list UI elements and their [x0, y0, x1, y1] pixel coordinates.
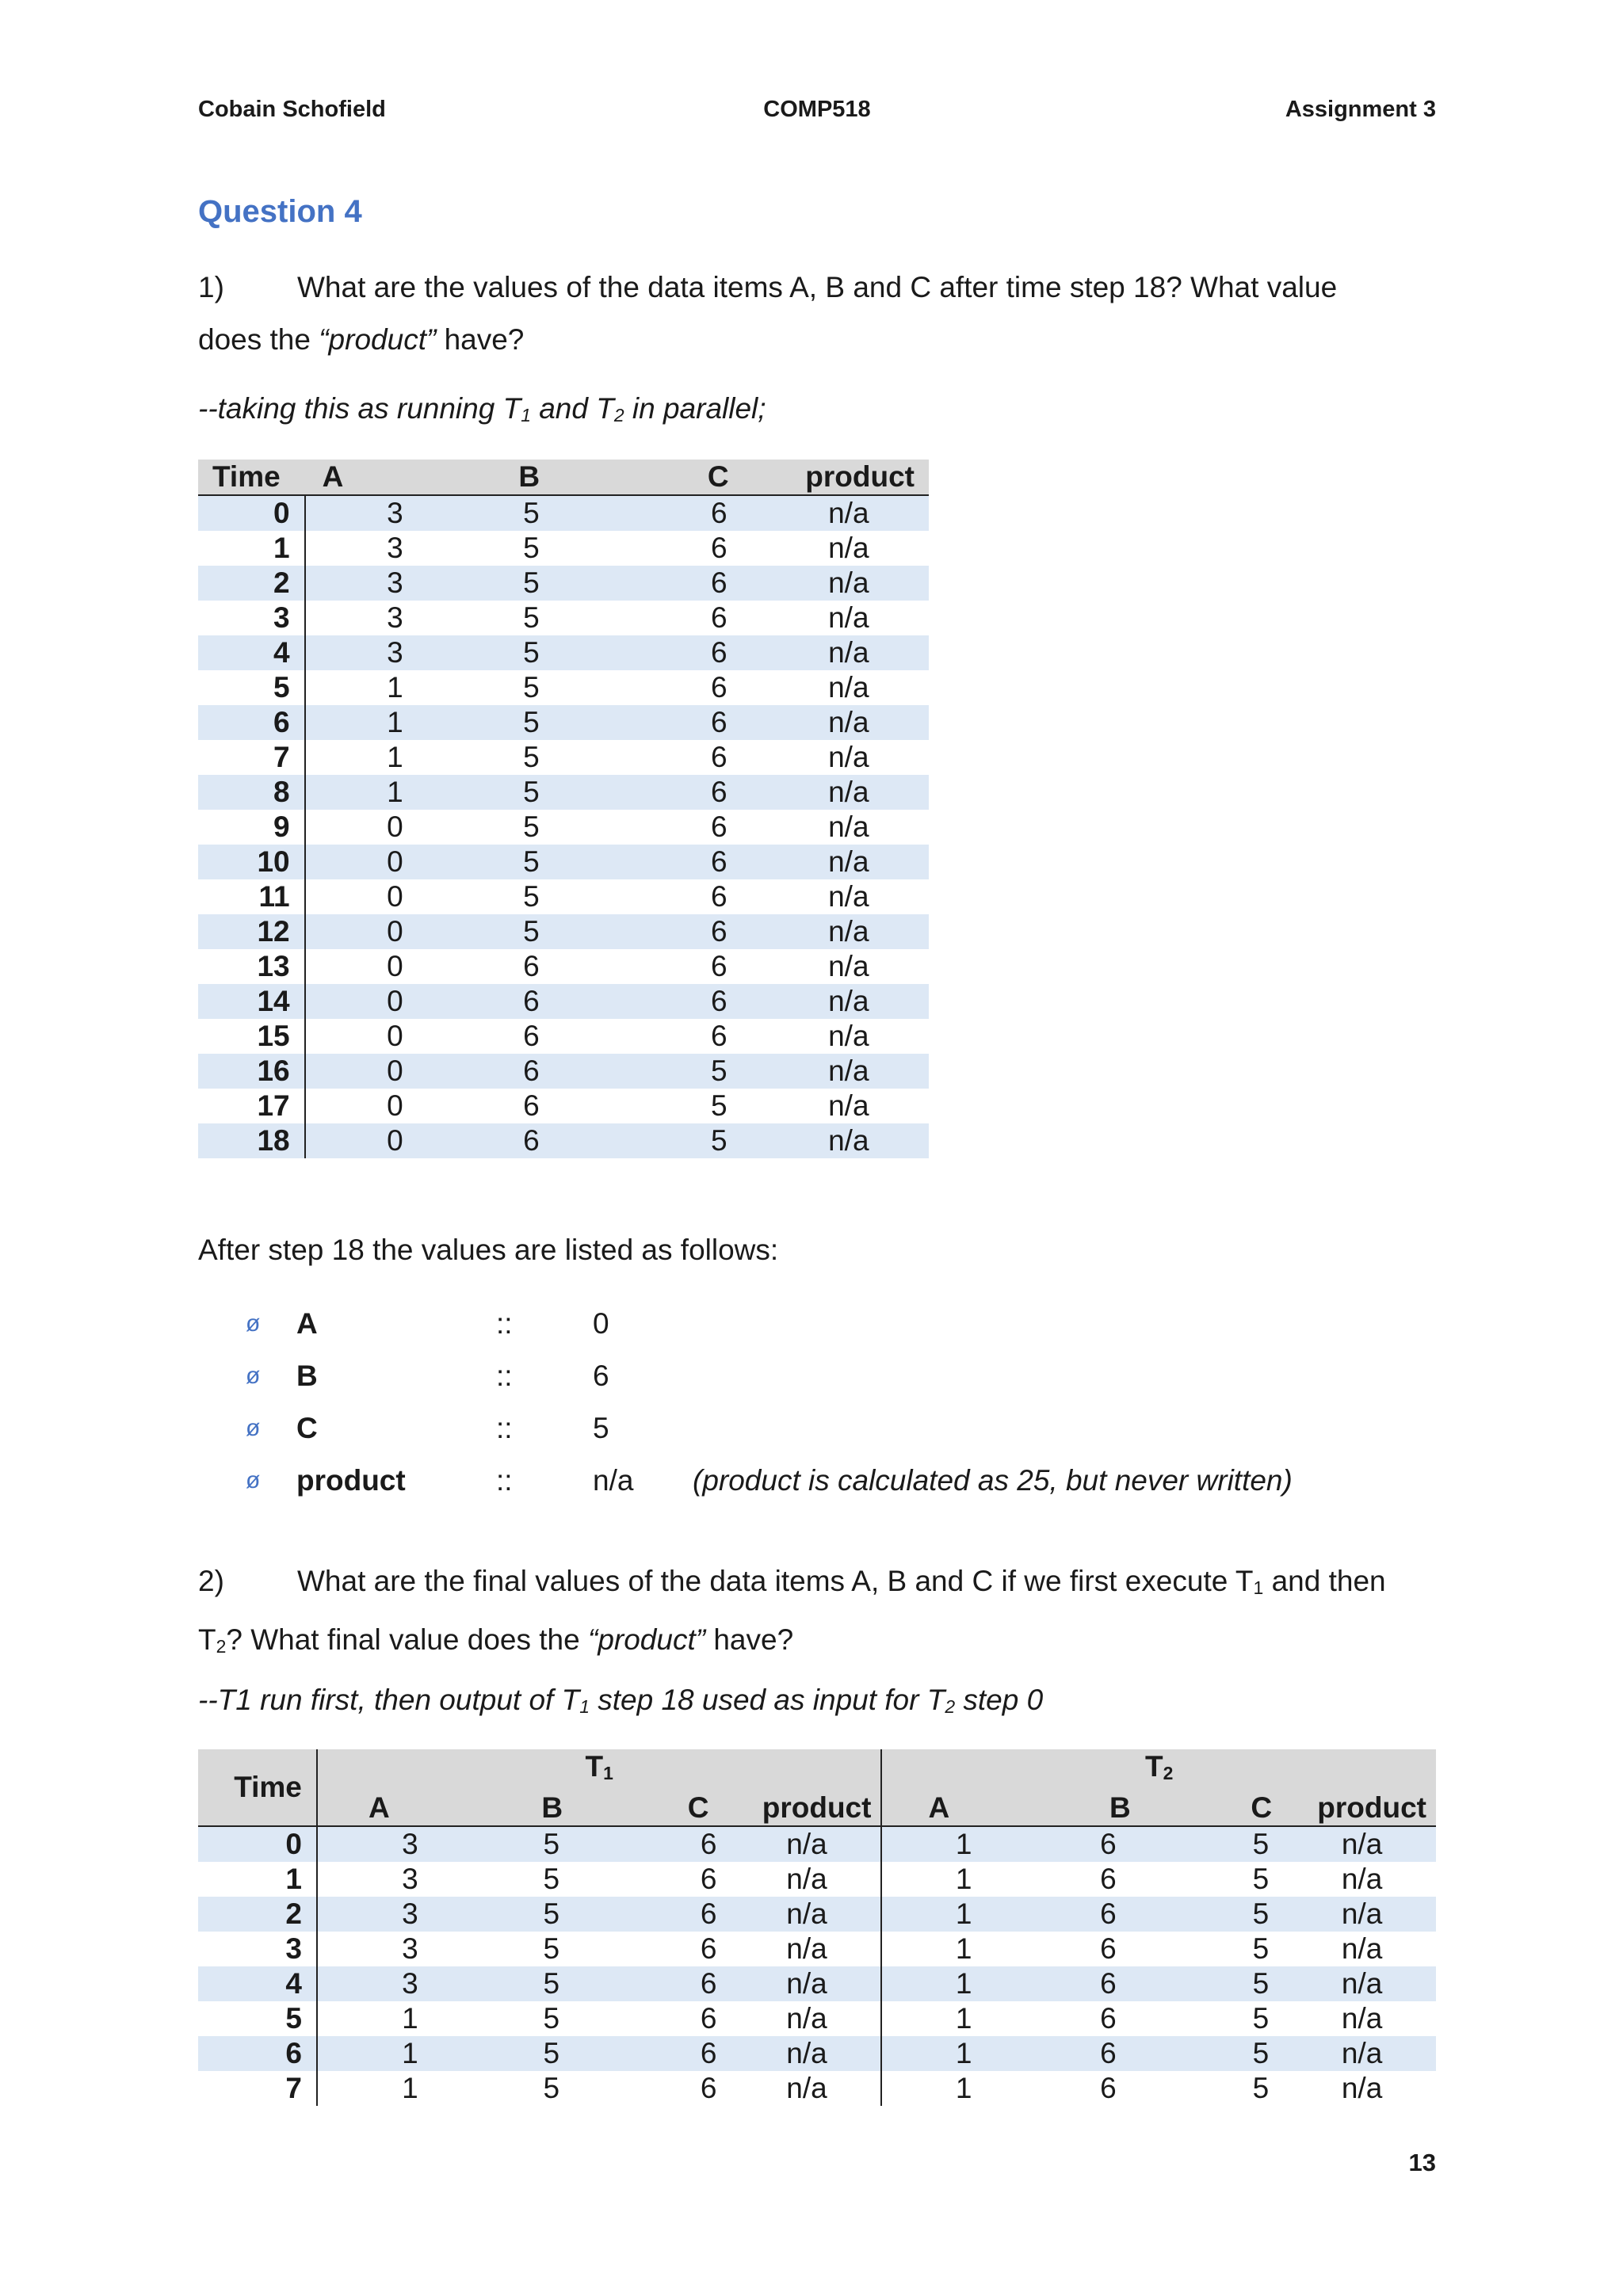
- table2-cell-t2-a: 1: [881, 1826, 995, 1862]
- table1-cell-c: 5: [711, 1089, 727, 1122]
- table2-cell-time: 5: [198, 2001, 317, 2036]
- table1-row: [198, 775, 929, 810]
- table1-cell-c: 6: [711, 810, 727, 843]
- result-label: A: [296, 1307, 318, 1340]
- table1-cell-time: 6: [198, 705, 305, 740]
- table2-cell-t2-b: 6: [995, 1897, 1146, 1932]
- table2-cell-t2-b: 6: [1100, 1932, 1117, 1966]
- question-title: Question 4: [198, 194, 362, 229]
- result-separator: ::: [496, 1412, 513, 1444]
- table2-cell-t1-product: n/a: [733, 2001, 882, 2036]
- table2-cell-t2-c: 5: [1147, 2036, 1288, 2071]
- table1-cell-a: 1: [387, 741, 403, 773]
- table2-cell-t2-product: n/a: [1341, 2002, 1383, 2035]
- table2-cell-t1-c: 6: [586, 1897, 732, 1932]
- table2-cell-t2-c: 5: [1147, 1826, 1288, 1862]
- table1-cell-product: n/a: [769, 566, 929, 601]
- table1-cell-c: 6: [600, 775, 769, 810]
- table2-cell-t2-c: 5: [1252, 2072, 1270, 2105]
- q2-line1-pre: What are the final values of the data items A, B and C if we first execute T: [297, 1565, 1254, 1597]
- table2-subheader-t2-b: B: [995, 1791, 1146, 1826]
- table2-group-t1: [317, 1749, 882, 1791]
- table1-cell-time: 4: [198, 635, 305, 670]
- bullet-icon: ø: [246, 1415, 261, 1441]
- q2-line2-post: have?: [705, 1623, 794, 1657]
- table1-cell-product: n/a: [769, 984, 929, 1019]
- table1-cell-b: 5: [459, 914, 600, 949]
- result-value: n/a: [593, 1464, 634, 1497]
- q1-line2-post: have?: [436, 323, 525, 356]
- table1-row: [198, 566, 929, 601]
- table2-cell-time: 3: [198, 1932, 317, 1966]
- q2-note: [198, 1674, 1436, 1733]
- table1-cell-product: n/a: [828, 671, 869, 704]
- table1-cell-time: 0: [198, 495, 305, 531]
- table1-row: [198, 705, 929, 740]
- table2-cell-t1-product: n/a: [733, 1932, 882, 1966]
- table1-row: [198, 810, 929, 845]
- table1-cell-time: 5: [198, 670, 305, 705]
- q2-line2-sub: 2: [216, 1636, 227, 1657]
- bullet-icon: ø: [246, 1310, 261, 1337]
- table2-cell-t2-a: 1: [955, 2072, 972, 2105]
- table1-cell-product: n/a: [828, 601, 869, 634]
- table2-cell-t2-product: n/a: [1341, 2072, 1383, 2105]
- table2-cell-t1-product: n/a: [733, 1862, 882, 1897]
- table2-group-t1-sub: 1: [603, 1763, 613, 1784]
- table1-row: [198, 949, 929, 984]
- table2-cell-t1-a: 1: [402, 2072, 418, 2105]
- table1-cell-b: 5: [523, 532, 540, 564]
- table1-cell-b: 5: [459, 775, 600, 810]
- table2-cell-time: 7: [198, 2071, 317, 2106]
- table2-cell-t1-c: 6: [700, 1863, 717, 1896]
- table1-cell-a: 3: [305, 495, 459, 531]
- table1-row: [198, 601, 929, 635]
- table1-row: [198, 845, 929, 879]
- table2-cell-t2-a: 1: [881, 2036, 995, 2071]
- table1-cell-time: 13: [198, 949, 305, 984]
- table2-cell-time: 1: [198, 1862, 317, 1897]
- page-header: [198, 97, 1436, 128]
- table2-cell-t1-a: 3: [402, 1932, 418, 1966]
- table1-header-a: A: [305, 460, 459, 495]
- table2-cell-t1-a: 3: [402, 1863, 418, 1896]
- result-separator: ::: [496, 1464, 513, 1497]
- table2-row: [198, 2036, 1436, 2071]
- result-note: (product is calculated as 25, but never written): [693, 1464, 1293, 1497]
- table1-cell-product: n/a: [828, 532, 869, 564]
- table2-row: [198, 2001, 1436, 2036]
- table2-cell-t1-c: 6: [700, 2002, 717, 2035]
- table1-cell-product: n/a: [769, 1123, 929, 1158]
- table1-cell-c: 5: [600, 1123, 769, 1158]
- table1-cell-a: 1: [387, 671, 403, 704]
- table1-cell-time: 17: [198, 1089, 305, 1123]
- table2-cell-t2-b: 6: [995, 1826, 1146, 1862]
- q1-line2-pre: does the: [198, 323, 319, 356]
- table1-cell-b: 6: [523, 1020, 540, 1052]
- table2-cell-time: 6: [198, 2036, 317, 2071]
- table1-cell-c: 6: [600, 635, 769, 670]
- table2-cell-t1-b: 5: [441, 1826, 586, 1862]
- table2-row: [198, 1862, 1436, 1897]
- q2-number: 2): [198, 1565, 224, 1597]
- table1-cell-a: 3: [387, 532, 403, 564]
- table1-cell-c: 6: [711, 880, 727, 913]
- table1-header-b: B: [459, 460, 600, 495]
- table1-cell-b: 5: [459, 495, 600, 531]
- table1-cell-time: 18: [198, 1123, 305, 1158]
- table1-cell-b: 5: [459, 845, 600, 879]
- q1-note: [198, 383, 1436, 441]
- table1-row: [198, 1054, 929, 1089]
- table2-subheader-t2-a: A: [881, 1791, 995, 1826]
- table2-group-t2-label: T: [1145, 1750, 1163, 1783]
- table2-group-t1-label: T: [585, 1750, 604, 1783]
- table1-cell-b: 5: [523, 671, 540, 704]
- table1-cell-a: 0: [387, 950, 403, 982]
- table2-subheader-t2-c: C: [1147, 1791, 1288, 1826]
- table2-row: [198, 2071, 1436, 2106]
- table1-cell-b: 5: [459, 635, 600, 670]
- q2-product-word: “product”: [588, 1623, 706, 1657]
- table2-row: [198, 1897, 1436, 1932]
- table2-cell-t1-c: 6: [586, 2036, 732, 2071]
- table2-cell-t2-c: 5: [1252, 1932, 1270, 1966]
- table1-cell-b: 5: [523, 601, 540, 634]
- q2-note-post: step 0: [955, 1684, 1044, 1716]
- table2-cell-t1-product: n/a: [733, 2036, 882, 2071]
- serial-schedule-table: [198, 1749, 1436, 2106]
- table1-cell-a: 0: [305, 914, 459, 949]
- table1-cell-b: 5: [523, 810, 540, 843]
- table1-cell-time: 1: [198, 531, 305, 566]
- table2-cell-t1-a: 1: [317, 2036, 441, 2071]
- table1-cell-product: n/a: [769, 495, 929, 531]
- table2-subheader-t1-product: product: [733, 1791, 882, 1826]
- table1-cell-time: 9: [198, 810, 305, 845]
- table1-cell-c: 6: [711, 741, 727, 773]
- table1-cell-time: 10: [198, 845, 305, 879]
- table1-cell-b: 6: [459, 1123, 600, 1158]
- table1-cell-b: 6: [523, 1089, 540, 1122]
- table1-cell-a: 3: [305, 566, 459, 601]
- q1-note-sub1: 1: [521, 405, 531, 426]
- q2-line2-pre: T: [198, 1623, 216, 1657]
- table2-row: [198, 1826, 1436, 1862]
- header-author: Cobain Schofield: [198, 97, 386, 122]
- table1-cell-a: 1: [305, 705, 459, 740]
- table2-subheader-row: [198, 1791, 1436, 1826]
- table2-cell-t2-a: 1: [881, 1966, 995, 2001]
- table2-cell-time: 0: [198, 1826, 317, 1862]
- table1-row: [198, 670, 929, 705]
- table1-cell-b: 5: [523, 880, 540, 913]
- table2-cell-t1-b: 5: [543, 1863, 560, 1896]
- table1-cell-c: 6: [711, 532, 727, 564]
- table2-subheader-t2-product: product: [1288, 1791, 1436, 1826]
- table2-cell-t1-product: n/a: [733, 1826, 882, 1862]
- table2-cell-t1-b: 5: [543, 2072, 560, 2105]
- table1-cell-c: 6: [600, 984, 769, 1019]
- result-label: product: [296, 1464, 406, 1497]
- table1-cell-product: n/a: [828, 1089, 869, 1122]
- table1-cell-b: 5: [459, 705, 600, 740]
- table2-cell-t2-a: 1: [955, 2002, 972, 2035]
- table1-cell-c: 6: [711, 1020, 727, 1052]
- table2-cell-t2-b: 6: [1100, 1863, 1117, 1896]
- table1-cell-time: 15: [198, 1019, 305, 1054]
- page-number: 13: [1408, 2149, 1436, 2176]
- table2-subheader-t1-a: A: [317, 1791, 441, 1826]
- table1-cell-product: n/a: [828, 1020, 869, 1052]
- result-value: 6: [593, 1360, 609, 1392]
- table2-cell-t2-c: 5: [1147, 1966, 1288, 2001]
- table2-cell-t1-a: 3: [317, 1897, 441, 1932]
- table2-cell-t2-product: n/a: [1341, 1932, 1383, 1966]
- table2-cell-t1-c: 6: [586, 1826, 732, 1862]
- table2-subheader-t1-b: B: [441, 1791, 586, 1826]
- table1-cell-b: 5: [523, 741, 540, 773]
- table1-cell-a: 0: [305, 984, 459, 1019]
- table1-header-row: [198, 460, 929, 495]
- result-value: 0: [593, 1307, 609, 1340]
- table2-cell-t2-c: 5: [1147, 1897, 1288, 1932]
- table2-row: [198, 1966, 1436, 2001]
- table1-header-product: product: [769, 460, 929, 495]
- header-course: COMP518: [763, 97, 871, 122]
- table1-row: [198, 914, 929, 949]
- table1-cell-a: 0: [387, 880, 403, 913]
- table2-cell-t2-product: n/a: [1288, 1897, 1436, 1932]
- table1-cell-a: 1: [305, 775, 459, 810]
- table2-cell-t2-product: n/a: [1288, 1966, 1436, 2001]
- table2-cell-t1-b: 5: [441, 2036, 586, 2071]
- table2-cell-t1-c: 6: [700, 1932, 717, 1966]
- table1-row: [198, 740, 929, 775]
- q1-note-sub2: 2: [613, 405, 624, 426]
- table2-cell-t2-b: 6: [995, 2036, 1146, 2071]
- table1-header-time: Time: [198, 460, 305, 495]
- table1-cell-c: 6: [600, 566, 769, 601]
- table1-cell-time: 7: [198, 740, 305, 775]
- table1-cell-c: 6: [600, 845, 769, 879]
- table2-cell-time: 4: [198, 1966, 317, 2001]
- table2-cell-t2-a: 1: [955, 1863, 972, 1896]
- table1-cell-c: 6: [711, 601, 727, 634]
- table2-row: [198, 1932, 1436, 1966]
- table1-cell-b: 6: [459, 984, 600, 1019]
- q2-line2-mid: ? What final value does the: [226, 1623, 588, 1657]
- table1-cell-c: 6: [600, 705, 769, 740]
- table1-cell-product: n/a: [769, 635, 929, 670]
- table2-cell-t1-a: 1: [402, 2002, 418, 2035]
- q1-product-word: “product”: [319, 323, 437, 356]
- q1-text: [198, 261, 1436, 366]
- table2-group-t2: [881, 1749, 1436, 1791]
- q1-number: 1): [198, 271, 224, 303]
- table2-cell-t2-b: 6: [1100, 2002, 1117, 2035]
- table2-cell-t1-b: 5: [441, 1966, 586, 2001]
- table1-cell-a: 0: [387, 1089, 403, 1122]
- table2-cell-t2-product: n/a: [1288, 2036, 1436, 2071]
- table1-cell-product: n/a: [769, 775, 929, 810]
- table2-cell-t2-b: 6: [995, 1966, 1146, 2001]
- result-label: B: [296, 1360, 318, 1392]
- table1-row: [198, 531, 929, 566]
- table1-row: [198, 1019, 929, 1054]
- table1-cell-product: n/a: [769, 1054, 929, 1089]
- table2-cell-t2-product: n/a: [1341, 1863, 1383, 1896]
- result-separator: ::: [496, 1360, 513, 1392]
- result-separator: ::: [496, 1307, 513, 1340]
- table2-cell-t2-product: n/a: [1288, 1826, 1436, 1862]
- q1-note-post: in parallel;: [624, 392, 766, 425]
- table2-cell-t2-a: 1: [881, 1897, 995, 1932]
- table2-cell-t2-a: 1: [955, 1932, 972, 1966]
- table2-cell-t1-c: 6: [586, 1966, 732, 2001]
- table1-cell-c: 6: [600, 914, 769, 949]
- table2-cell-t1-a: 3: [317, 1966, 441, 2001]
- q1-note-mid: and T: [530, 392, 614, 425]
- q1-line1: What are the values of the data items A, B and C after time step 18? What value: [297, 271, 1338, 303]
- table1-row: [198, 1123, 929, 1158]
- result-label: C: [296, 1412, 318, 1444]
- table1-cell-a: 0: [387, 810, 403, 843]
- table1-cell-time: 16: [198, 1054, 305, 1089]
- table2-cell-t2-c: 5: [1252, 2002, 1270, 2035]
- bullet-icon: ø: [246, 1363, 261, 1389]
- table1-cell-product: n/a: [828, 950, 869, 982]
- table2-subheader-t1-c: C: [586, 1791, 732, 1826]
- table2-cell-t2-b: 6: [1100, 2072, 1117, 2105]
- table1-cell-a: 3: [387, 601, 403, 634]
- q2-note-sub2: 2: [945, 1696, 956, 1718]
- q2-note-pre: --T1 run first, then output of T: [198, 1684, 580, 1716]
- table1-row: [198, 879, 929, 914]
- q1-note-pre: --taking this as running T: [198, 392, 521, 425]
- table2-cell-t1-product: n/a: [733, 1966, 882, 2001]
- table1-cell-time: 3: [198, 601, 305, 635]
- table2-cell-t1-a: 3: [317, 1826, 441, 1862]
- table1-cell-b: 6: [523, 950, 540, 982]
- header-assignment: Assignment 3: [1285, 97, 1436, 122]
- after-step-text: After step 18 the values are listed as follows:: [198, 1234, 779, 1266]
- table1-row: [198, 1089, 929, 1123]
- table1-cell-a: 0: [305, 1054, 459, 1089]
- table1-row: [198, 495, 929, 531]
- table1-cell-a: 0: [305, 845, 459, 879]
- table1-row: [198, 635, 929, 670]
- parallel-schedule-table: [198, 460, 929, 1158]
- table2-cell-t1-b: 5: [441, 1897, 586, 1932]
- table1-cell-b: 5: [459, 566, 600, 601]
- q2-note-mid: step 18 used as input for T: [589, 1684, 945, 1716]
- table1-cell-c: 5: [600, 1054, 769, 1089]
- table1-header-c: C: [600, 460, 769, 495]
- table1-cell-product: n/a: [828, 741, 869, 773]
- table1-cell-a: 3: [305, 635, 459, 670]
- result-value: 5: [593, 1412, 609, 1444]
- table1-cell-time: 11: [198, 879, 305, 914]
- table2-cell-t1-b: 5: [543, 2002, 560, 2035]
- table2-cell-t2-c: 5: [1252, 1863, 1270, 1896]
- table1-cell-product: n/a: [769, 845, 929, 879]
- q2-text: [198, 1555, 1436, 1672]
- table2-cell-t1-b: 5: [543, 1932, 560, 1966]
- table2-cell-t1-c: 6: [700, 2072, 717, 2105]
- table2-header-time: Time: [198, 1749, 317, 1826]
- table1-cell-a: 0: [387, 1020, 403, 1052]
- table1-cell-time: 12: [198, 914, 305, 949]
- table1-cell-b: 6: [459, 1054, 600, 1089]
- table2-cell-t1-product: n/a: [733, 2071, 882, 2106]
- table1-row: [198, 984, 929, 1019]
- table1-cell-product: n/a: [828, 880, 869, 913]
- table2-group-row: [198, 1749, 1436, 1791]
- table2-cell-time: 2: [198, 1897, 317, 1932]
- table2-group-t2-sub: 2: [1163, 1763, 1174, 1784]
- table1-cell-product: n/a: [769, 914, 929, 949]
- q2-line1-post: and then: [1263, 1565, 1386, 1597]
- q2-line1-sub: 1: [1253, 1577, 1264, 1599]
- table2-cell-t1-product: n/a: [733, 1897, 882, 1932]
- table1-cell-product: n/a: [769, 705, 929, 740]
- table1-cell-product: n/a: [828, 810, 869, 843]
- table1-cell-c: 6: [600, 495, 769, 531]
- table1-cell-c: 6: [711, 671, 727, 704]
- table1-cell-time: 2: [198, 566, 305, 601]
- bullet-icon: ø: [246, 1467, 261, 1493]
- table1-cell-time: 8: [198, 775, 305, 810]
- table1-cell-a: 0: [305, 1123, 459, 1158]
- table1-cell-time: 14: [198, 984, 305, 1019]
- table1-cell-c: 6: [711, 950, 727, 982]
- q2-note-sub1: 1: [579, 1696, 590, 1718]
